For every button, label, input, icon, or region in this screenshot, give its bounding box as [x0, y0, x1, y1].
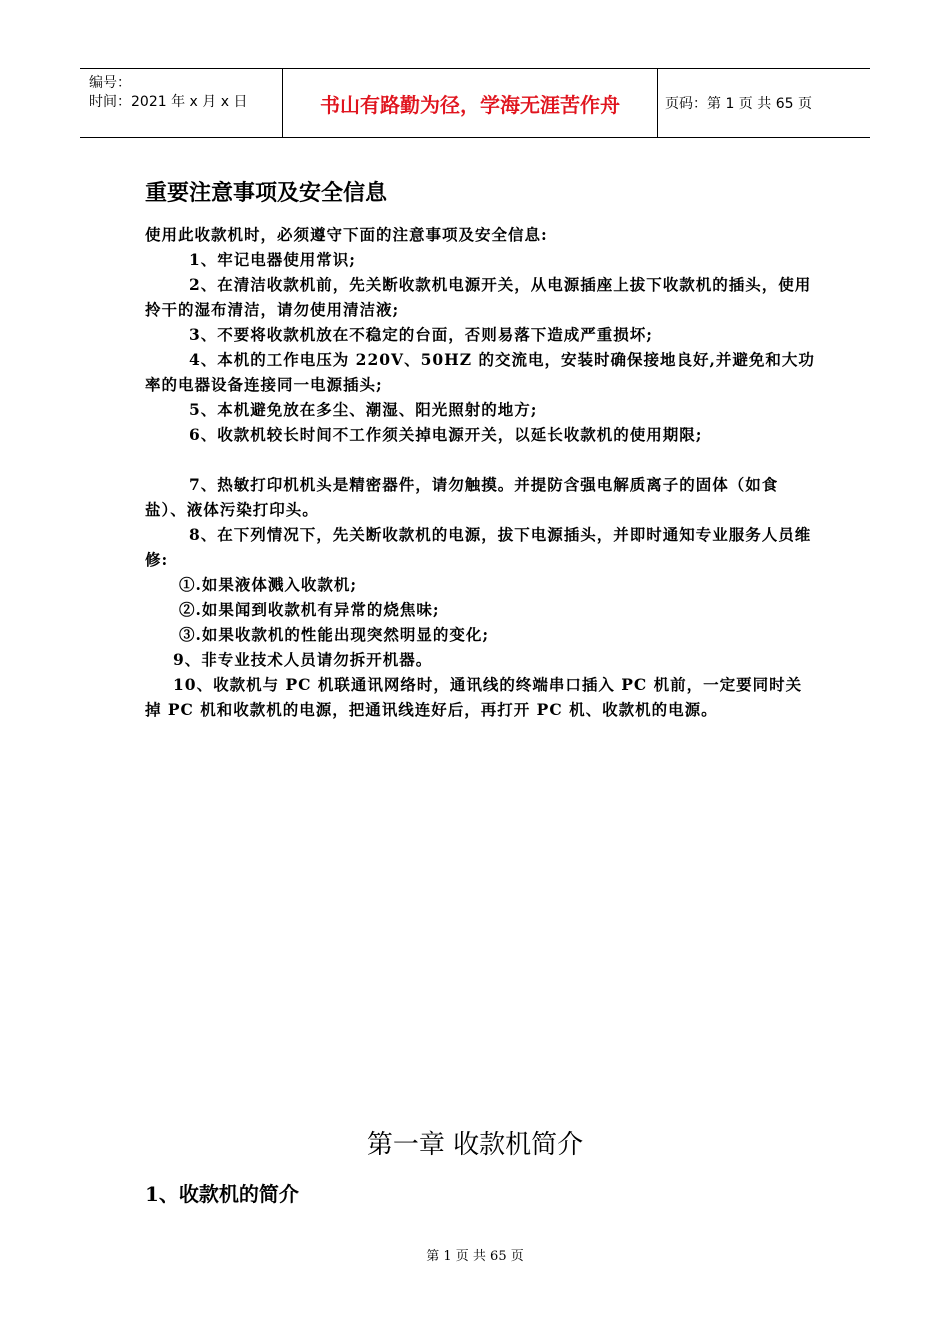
notice-item-7: 7、热敏打印机机头是精密器件，请勿触摸。并提防含强电解质离子的固体（如食盐）、液体污染打印头。	[145, 475, 779, 519]
notice-item-4: 4、本机的工作电压为 220V、50HZ 的交流电，安装时确保接地良好,并避免和大功率的电器设备连接同一电源插头;	[145, 350, 815, 394]
notice-item-5: 5、本机避免放在多尘、潮湿、阳光照射的地方;	[189, 400, 538, 419]
section-heading: 1、收款机的简介	[145, 1182, 299, 1206]
notice-subitem-3: ③.如果收款机的性能出现突然明显的变化;	[179, 625, 490, 644]
chapter-title: 第一章 收款机简介	[366, 1130, 584, 1160]
header-page-info: 页码：第 1 页 共 65 页	[665, 96, 812, 112]
notice-item-1: 1、牢记电器使用常识;	[189, 250, 357, 269]
notice-title: 重要注意事项及安全信息	[145, 180, 388, 206]
notice-item-8: 8、在下列情况下，先关断收款机的电源，拔下电源插头，并即时通知专业服务人员维修:	[145, 525, 812, 569]
notice-subitem-1: ①.如果液体溅入收款机;	[179, 575, 358, 594]
page-footer: 第 1 页 共 65 页	[426, 1249, 524, 1264]
notice-item-9: 9、非专业技术人员请勿拆开机器。	[173, 650, 433, 669]
notice-item-6: 6、收款机较长时间不工作须关掉电源开关，以延长收款机的使用期限;	[189, 425, 703, 444]
notice-subitem-2: ②.如果闻到收款机有异常的烧焦味;	[179, 600, 440, 619]
notice-item-2: 2、在清洁收款机前，先关断收款机电源开关，从电源插座上拔下收款机的插头，使用拎干的湿布清洁，请勿使用清洁液;	[145, 275, 812, 319]
serial-label: 编号：	[89, 75, 131, 91]
header-motto: 书山有路勤为径，学海无涯苦作舟	[283, 69, 658, 137]
notice-item-10: 10、收款机与 PC 机联通讯网络时，通讯线的终端串口插入 PC 机前，一定要同时关掉 PC 机和收款机的电源，把通讯线连好后，再打开 PC 机、收款机的电源。	[145, 675, 803, 719]
notice-intro: 使用此收款机时，必须遵守下面的注意事项及安全信息:	[145, 225, 548, 244]
date-label: 时间：2021 年 x 月 x 日	[89, 94, 248, 110]
page-header	[80, 68, 870, 138]
header-meta-cell	[80, 69, 283, 137]
notice-item-3: 3、不要将收款机放在不稳定的台面，否则易落下造成严重损坏;	[189, 325, 654, 344]
